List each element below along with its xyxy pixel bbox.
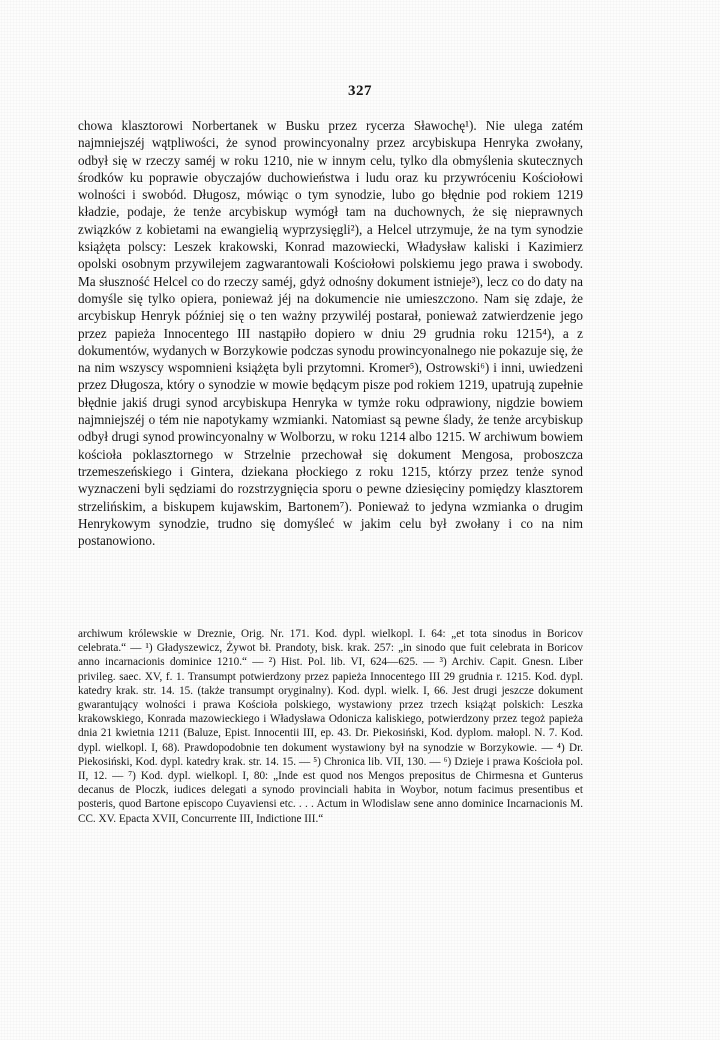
main-text-body: [78, 117, 583, 549]
footnotes-block: [78, 627, 583, 826]
page-number: 327: [348, 83, 372, 99]
footnotes-text: archiwum królewskie w Dreznie, Orig. Nr. 171. Kod. dypl. wielkopl. I. 64: „et tota sinodus in Boricov celebrata.“ — ¹) Gładyszewicz, Żywot bł. Prandoty, bisk. krak. 257: „in sinodo que fuit celebrata in Boricov anno incarnacionis dominice 1210.“ — ²) Hist. Pol. lib. VI, 624—625. — ³) Archiv. Capit. Gnesn. Liber privileg. saec. XV, f. 1. Transumpt potwierdzony przez papieża Innocentego III 29 grudnia r. 1215. Kod. dypl. katedry krak. str. 14. 15. (także transumpt oryginalny). Kod. dypl. wielk. I, 66. Jest drugi jeszcze dokument gwarantujący wolności i prawa Kościoła polskiego, wystawiony przez trzech książąt polskich: Leszka krakowskiego, Konrada mazowieckiego i Władysława Odonicza kaliskiego, potwierdzony przez tegoż papieża dnia 21 kwietnia 1211 (Baluze, Epist. Innocentii III, ep. 43. Dr. Piekosiński, Kod. dyplom. małopl. N. 7. Kod. dypl. wielkopl. I, 68). Prawdopodobnie ten dokument wystawiony był na synodzie w Borzykowie. — ⁴) Dr. Piekosiński, Kod. dypl. katedry krak. str. 14. 15. — ⁵) Chronica lib. VII, 130. — ⁶) Dzieje i prawa Kościoła pol. II, 12. — ⁷) Kod. dypl. wielkopl. I, 80: „Inde est quod nos Mengos prepositus de Chirmesna et Gunterus decanus de Ploczk, iudices delegati a synodo provinciali habita in Woybor, notum facimus presentibus et posteris, quod Bartone episcopo Cuyaviensi etc. . . . Actum in Wlodislaw sene anno dominice Incarnacionis M. CC. XV. Epacta XVII, Concurrente III, Indictione III.“: [78, 628, 583, 825]
main-paragraph: chowa klasztorowi Norbertanek w Busku przez rycerza Sławochę¹). Nie ulega zatém najmniejszéj wątpliwości, że synod prowincyonalny przez arcybiskupa Henryka zwołany, odbył się w rzeczy saméj w roku 1210, nie w innym celu, tylko dla obmyślenia skutecznych środków ku poprawie obyczajów duchowieństwa i ludu oraz ku przywróceniu Kościołowi wolności i swobód. Długosz, mówiąc o tym synodzie, lubo go błędnie pod rokiem 1219 kładzie, podaje, że tenże arcybiskup wymógł tam na duchownych, że się nieprawnych związków z kobietami na ewangielią wyprzysięgli²), a Helcel utrzymuje, że na tym synodzie książęta polscy: Leszek krakowski, Konrad mazowiecki, Władysław kaliski i Kazimierz opolski osobnym przywilejem zagwarantowali Kościołowi polskiemu jego prawa i swobody. Ma słuszność Helcel co do rzeczy saméj, gdyż odnośny dokument istnieje³), lecz co do daty na domyśle się tylko opiera, ponieważ jéj na dokumencie nie umieszczono. Nam się zdaje, że arcybiskup Henryk później się o ten ważny przywiléj postarał, ponieważ zatwierdzenie jego przez papieża Innocentego III nastąpiło dopiero w dniu 29 grudnia roku 1215⁴), a z dokumentów, wydanych w Borzykowie podczas synodu prowincyonalnego nie pokazuje się, że na nim wszyscy wspomnieni książęta byli przytomni. Kromer⁵), Ostrowski⁶) i inni, uwiedzeni przez Długosza, który o synodzie w mowie będącym pisze pod rokiem 1219, upatrują zupełnie błędnie jakiś drugi synod arcybiskupa Henryka w tymże roku odprawiony, nigdzie bowiem najmniejszéj o tém nie napotykamy wzmianki. Natomiast są pewne ślady, że tenże arcybiskup odbył drugi synod prowincyonalny w Wolborzu, w roku 1214 albo 1215. W archiwum bowiem kościoła poklasztornego w Strzelnie przechował się dokument Mengosa, proboszcza trzemeszeńskiego i Gintera, dziekana płockiego z roku 1215, którzy przez tenże synod wyznaczeni byli sędziami do rozstrzygnięcia sporu o pewne dziesięciny pomiędzy klasztorem strzelińskim, a biskupem kujawskim, Bartonem⁷). Ponieważ to jedyna wzmianka o drugim Henrykowym synodzie, trudno się domyśleć w jakim celu był zwołany i co na nim postanowiono.: [78, 118, 583, 549]
